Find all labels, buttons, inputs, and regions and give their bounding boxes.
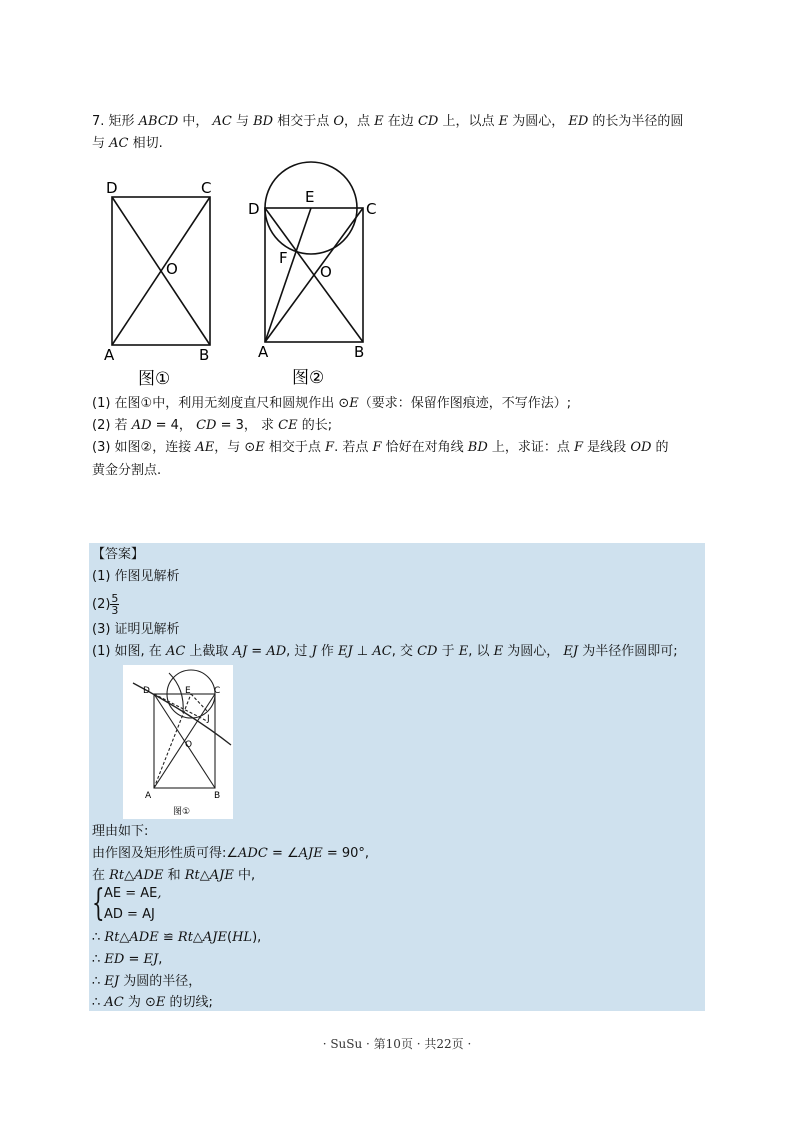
math-var: E: [498, 114, 509, 129]
text-run: = 90°,: [322, 846, 370, 861]
label-b: B: [214, 791, 221, 801]
math-var: AJ: [232, 644, 248, 659]
question-part-1: [92, 394, 571, 414]
question-line-1: [92, 112, 683, 132]
math-var: ED: [104, 952, 125, 967]
math-var: AC: [104, 995, 124, 1010]
math-var: AJE: [298, 846, 323, 861]
figure-2: [244, 150, 394, 390]
math-var: CE: [278, 418, 298, 433]
math-var: ADE: [134, 868, 164, 883]
answer-2: [92, 592, 119, 618]
text-run: 作: [316, 644, 339, 659]
label-d: D: [248, 200, 260, 218]
fraction-numerator: 5: [111, 592, 119, 605]
math-var: ADC: [238, 846, 268, 861]
solution-1: [92, 642, 678, 662]
reason-line-6: [92, 993, 213, 1013]
reason-heading: 理由如下:: [92, 824, 149, 839]
text-run: △: [192, 930, 203, 945]
text-run: (3) 如图②，连接: [92, 440, 196, 455]
math-var: AD: [266, 644, 287, 659]
text-run: AD: [104, 907, 123, 922]
text-run: ≌: [158, 930, 178, 945]
math-var: BD: [253, 114, 274, 129]
math-var: AC: [165, 644, 186, 659]
dashed-dj: [154, 694, 207, 721]
math-var: E: [155, 995, 166, 1010]
math-var: Rt: [109, 868, 125, 883]
math-var: AC: [109, 136, 129, 151]
text-run: 上，以点: [438, 114, 499, 129]
math-var: F: [372, 440, 382, 455]
text-run: 中,: [233, 868, 256, 883]
text-run: AJ: [142, 907, 155, 922]
text-run: (1) 如图, 在: [92, 644, 166, 659]
label-c: C: [366, 200, 377, 218]
label-j: J: [207, 714, 210, 724]
math-var: AC: [372, 644, 392, 659]
label-d: D: [106, 179, 118, 197]
text-run: 为圆心，: [503, 644, 564, 659]
answer-1: (1) 作图见解析: [92, 569, 180, 584]
math-var: OD: [630, 440, 652, 455]
reason-line-4: [92, 950, 162, 970]
text-run: . 若点: [334, 440, 373, 455]
label-a: A: [145, 791, 152, 801]
math-var: F: [574, 440, 584, 455]
text-run: 7. 矩形: [92, 114, 139, 129]
math-var: =: [122, 907, 143, 922]
math-var: E: [374, 114, 384, 129]
text-run: = 3， 求: [216, 418, 279, 433]
text-run: ∴: [92, 974, 105, 989]
question-line-2: [92, 134, 163, 154]
left-brace: {: [92, 883, 105, 924]
text-run: 在边: [383, 114, 418, 129]
math-var: ADE: [129, 930, 159, 945]
segment-ae: [265, 208, 311, 342]
system-line-1: [104, 884, 162, 904]
text-run: 为圆的半径，: [119, 974, 202, 989]
text-run: 上，求证：点: [487, 440, 575, 455]
math-var: E: [255, 440, 265, 455]
text-run: 和: [163, 868, 185, 883]
text-run: △: [119, 930, 130, 945]
dashed-ej: [191, 694, 207, 711]
text-run: (2) 若: [92, 418, 132, 433]
label-a: A: [258, 343, 269, 361]
text-run: （要求：保留作图痕迹，不写作法）;: [358, 396, 572, 411]
text-run: , 交: [391, 644, 418, 659]
text-run: 与: [92, 136, 110, 151]
text-run: = 4，: [151, 418, 197, 433]
text-run: , 以: [468, 644, 494, 659]
math-var: ABCD: [138, 114, 179, 129]
math-var: ED: [568, 114, 589, 129]
text-run: ∴: [92, 930, 105, 945]
text-run: = ∠: [267, 846, 299, 861]
math-var: ,: [157, 886, 162, 901]
label-e: E: [185, 686, 191, 696]
label-c: C: [201, 179, 212, 197]
math-var: CD: [417, 114, 439, 129]
figure-1: [96, 172, 236, 392]
math-var: O: [333, 114, 345, 129]
text-run: 的切线;: [165, 995, 213, 1010]
math-var: CD: [417, 644, 438, 659]
math-var: EJ: [104, 974, 120, 989]
label-o: O: [166, 260, 178, 278]
answer-2-fraction: [110, 593, 119, 616]
math-var: BD: [467, 440, 488, 455]
text-run: =: [247, 644, 267, 659]
solution-figure: [123, 665, 233, 819]
text-run: 的: [651, 440, 669, 455]
math-var: E: [458, 644, 469, 659]
answer-2-prefix: (2): [92, 597, 111, 612]
label-o: O: [320, 263, 332, 281]
math-var: AJE: [202, 930, 228, 945]
math-var: AC: [212, 114, 232, 129]
text-run: 恰好在对角线: [381, 440, 468, 455]
math-var: AD: [131, 418, 152, 433]
math-var: F: [325, 440, 335, 455]
text-run: 为圆心，: [508, 114, 569, 129]
question-part-2: [92, 416, 332, 436]
text-run: , 过: [286, 644, 312, 659]
text-run: 相交于点: [273, 114, 334, 129]
label-d: D: [143, 686, 150, 696]
math-var: EJ: [143, 952, 159, 967]
figure-1-caption: 图①: [138, 369, 171, 389]
math-var: Rt: [104, 930, 120, 945]
text-run: ，与 ⊙: [214, 440, 256, 455]
text-run: ,: [158, 952, 163, 967]
solution-figure-caption: 图①: [173, 807, 191, 817]
text-run: 的长;: [297, 418, 333, 433]
text-run: AE: [140, 886, 158, 901]
math-var: E: [493, 644, 504, 659]
text-run: 中，: [178, 114, 213, 129]
label-b: B: [199, 346, 210, 364]
text-run: 由作图及矩形性质可得:∠: [92, 846, 239, 861]
text-run: 为 ⊙: [123, 995, 156, 1010]
text-run: (1) 在图①中，利用无刻度直尺和圆规作出 ⊙: [92, 396, 350, 411]
text-run: 相切.: [128, 136, 163, 151]
math-var: AE: [195, 440, 215, 455]
text-run: 相交于点: [264, 440, 326, 455]
label-o: O: [185, 740, 193, 750]
math-var: EJ: [338, 644, 353, 659]
label-e: E: [305, 188, 315, 206]
math-var: AJE: [209, 868, 234, 883]
answer-header: 【答案】: [92, 547, 145, 562]
text-run: 于: [437, 644, 459, 659]
text-run: ∴: [92, 995, 105, 1010]
label-b: B: [354, 343, 365, 361]
math-var: Rt: [184, 868, 200, 883]
label-f: F: [279, 249, 288, 267]
text-run: △: [199, 868, 210, 883]
math-var: =: [121, 886, 141, 901]
reason-line-5: [92, 972, 201, 992]
label-a: A: [104, 346, 115, 364]
text-run: =: [124, 952, 144, 967]
text-run: 为半径作圆即可;: [578, 644, 678, 659]
question-part-3: [92, 438, 669, 458]
math-var: CD: [196, 418, 217, 433]
page-footer: · SuSu · 第10页 · 共22页 ·: [322, 1037, 472, 1051]
text-run: (: [227, 930, 233, 945]
reason-line-1: [92, 844, 369, 864]
reason-line-3: [92, 928, 261, 948]
fraction-denominator: 3: [111, 604, 119, 617]
text-run: 的长为半径的圆: [588, 114, 684, 129]
text-run: 与: [231, 114, 254, 129]
math-var: Rt: [177, 930, 193, 945]
system-line-2: [104, 905, 155, 925]
math-var: J: [311, 644, 317, 659]
text-run: △: [124, 868, 135, 883]
text-run: ∴: [92, 952, 105, 967]
math-var: HL: [232, 930, 253, 945]
text-run: 黄金分割点.: [92, 463, 162, 478]
text-run: 上截取: [185, 644, 233, 659]
reason-line-2: [92, 866, 255, 886]
math-var: E: [349, 396, 359, 411]
question-part-3-cont: [92, 461, 161, 481]
label-c: C: [214, 686, 221, 696]
figure-2-caption: 图②: [292, 368, 325, 388]
answer-3: (3) 证明见解析: [92, 622, 180, 637]
text-run: ⊥: [352, 644, 373, 659]
math-var: EJ: [563, 644, 579, 659]
text-run: AE: [104, 886, 122, 901]
text-run: ，点: [344, 114, 375, 129]
text-run: 是线段: [583, 440, 631, 455]
text-run: 在: [92, 868, 110, 883]
text-run: ),: [252, 930, 262, 945]
